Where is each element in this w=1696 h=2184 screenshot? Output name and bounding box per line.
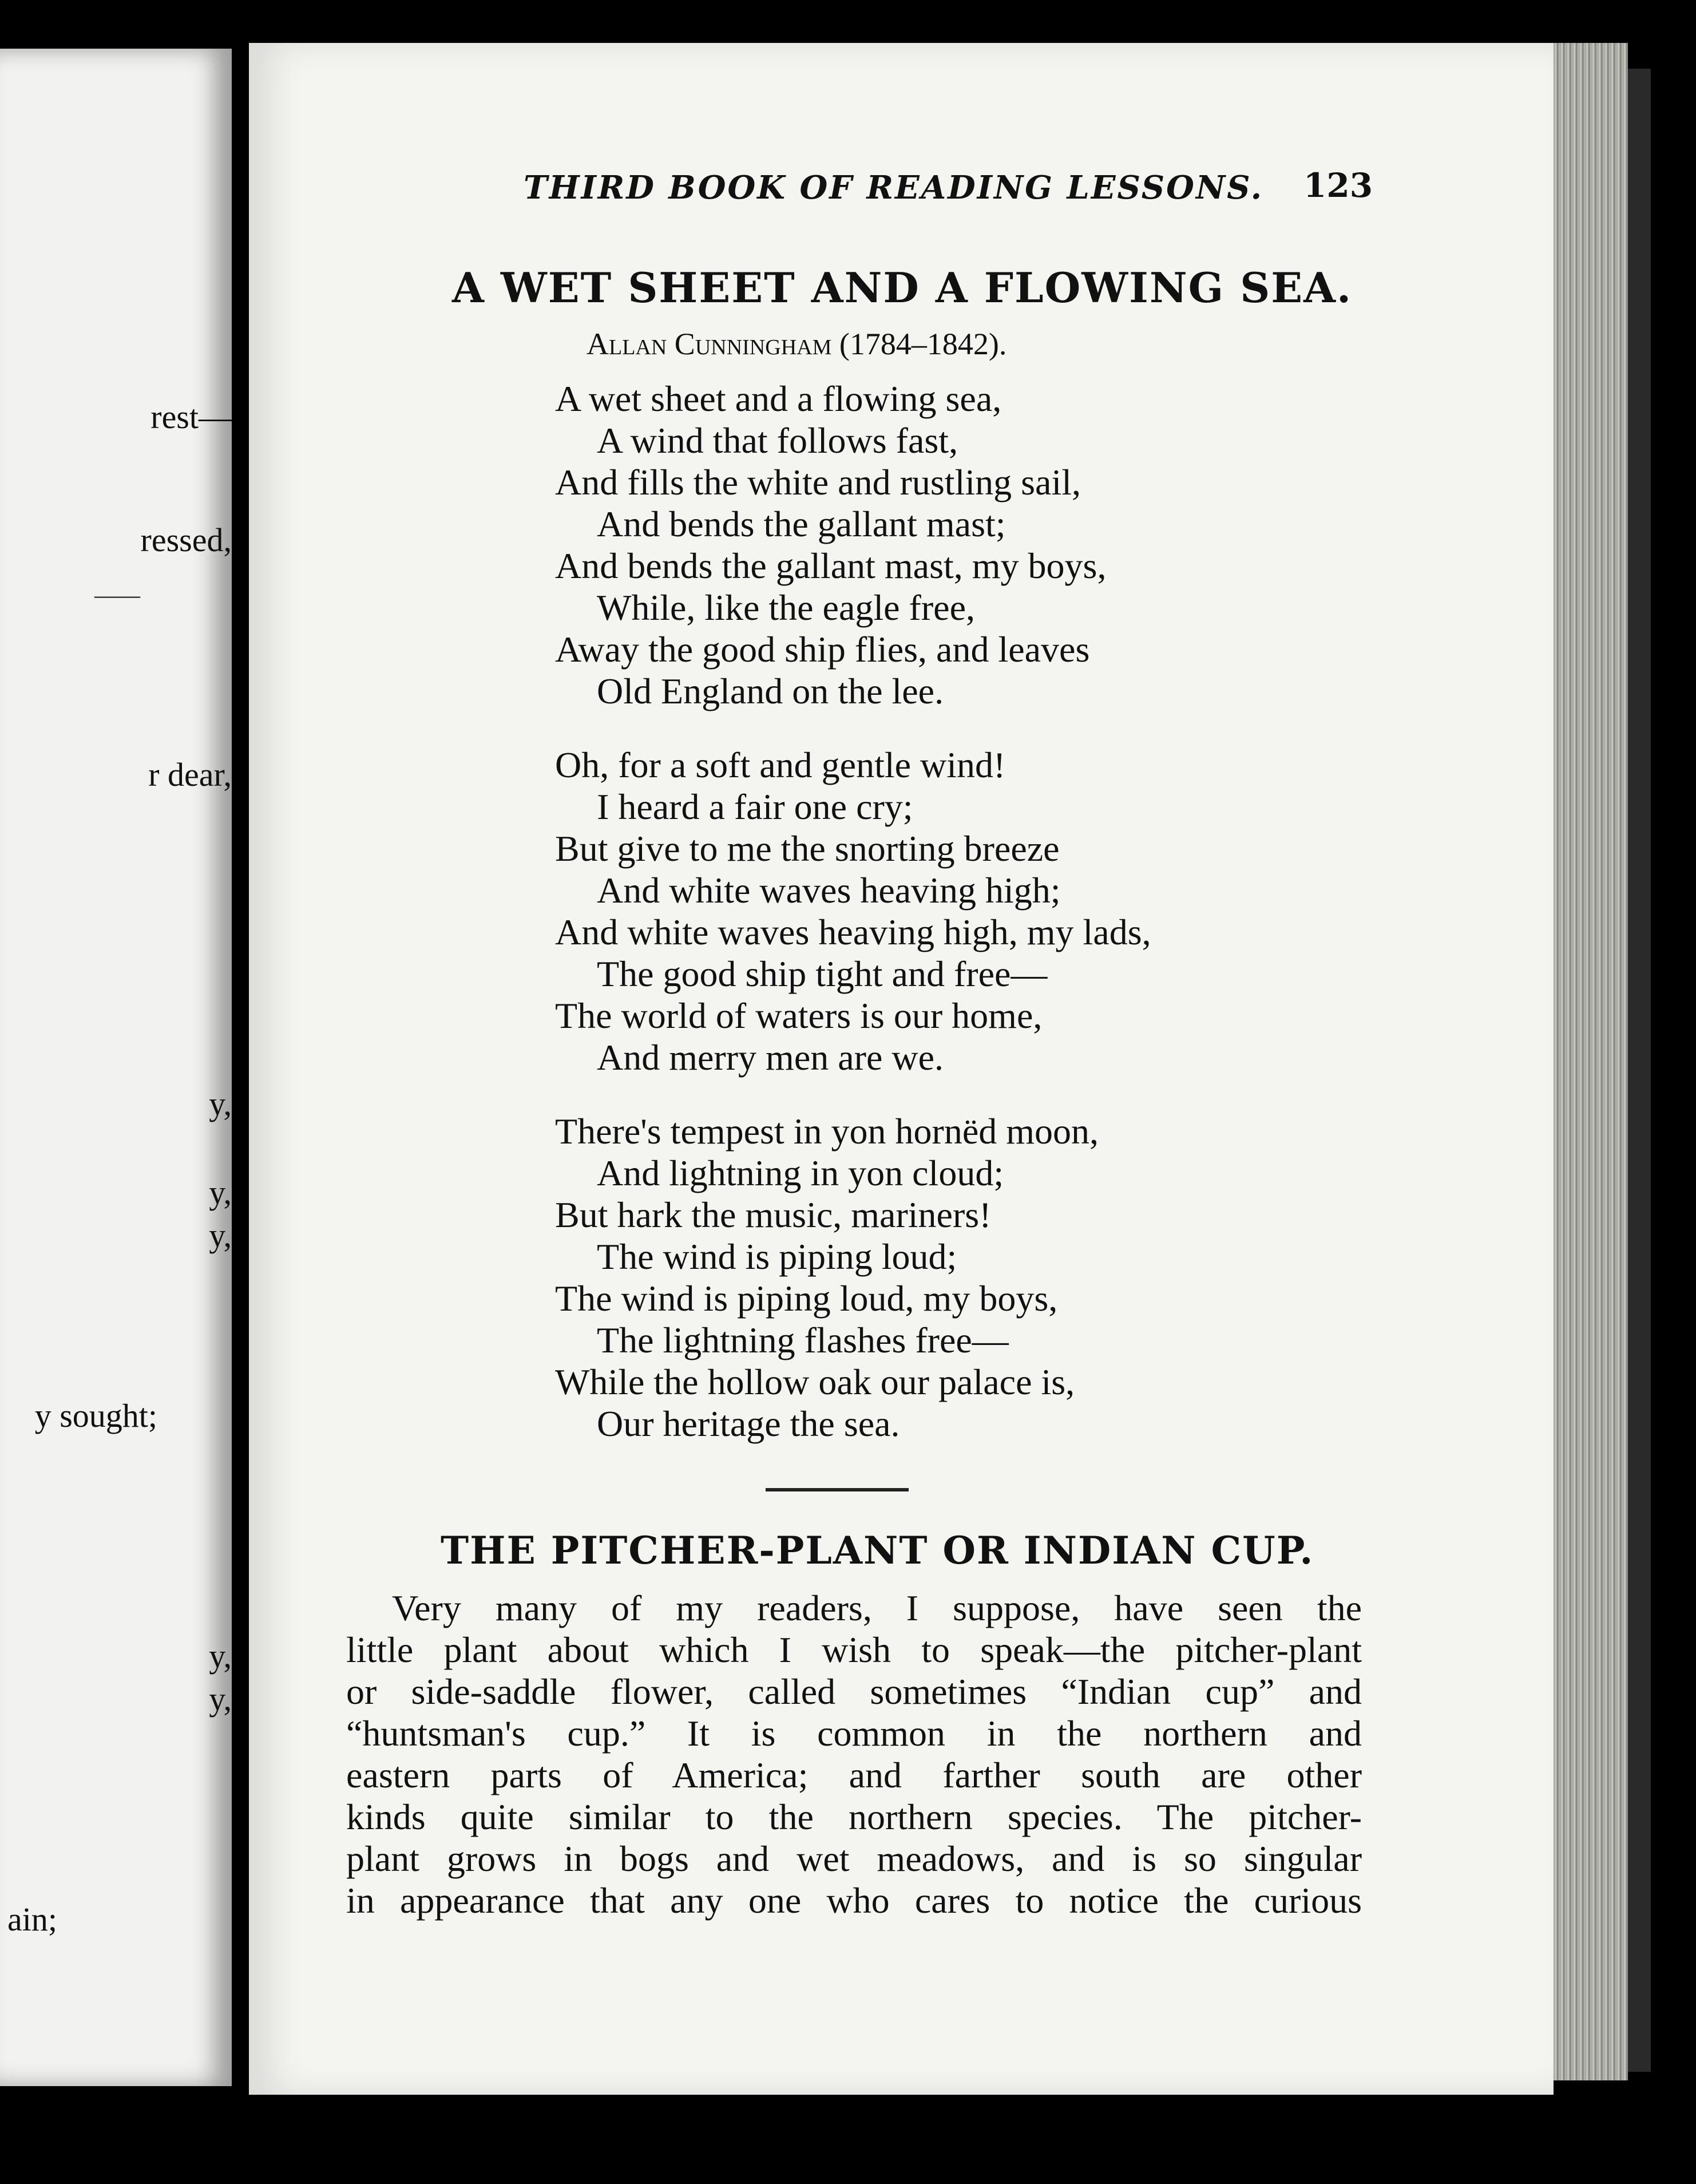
prose-line: plant grows in bogs and wet meadows, and is so singular <box>346 1838 1362 1879</box>
page-edges <box>1554 43 1628 2080</box>
poem-line: The wind is piping loud, my boys, <box>555 1278 1058 1319</box>
prose-line: Very many of my readers, I suppose, have seen the <box>392 1588 1362 1628</box>
poem-line: While the hollow oak our palace is, <box>555 1362 1075 1402</box>
poem-line: The good ship tight and free— <box>597 953 1048 994</box>
facing-page-fragment: —— <box>94 582 140 608</box>
facing-page-fragment: rest— <box>150 398 232 436</box>
facing-page-fragment: r dear, <box>148 756 232 793</box>
poem-line: And white waves heaving high, my lads, <box>555 912 1151 952</box>
author-dates: (1784–1842). <box>839 327 1007 361</box>
facing-page-fragment: y sought; <box>34 1397 157 1434</box>
prose-line: or side-saddle flower, called sometimes “Indian cup” and <box>346 1671 1362 1712</box>
poem-line: The lightning flashes free— <box>597 1320 1009 1360</box>
facing-page-fragment: y, <box>209 1085 232 1122</box>
poem-line: Oh, for a soft and gentle wind! <box>555 745 1006 785</box>
poem-line: A wind that follows fast, <box>597 420 958 461</box>
poem-line: A wet sheet and a flowing sea, <box>555 378 1002 419</box>
facing-page-fragment: y, <box>209 1637 232 1675</box>
poem-line: The world of waters is our home, <box>555 995 1043 1036</box>
poem-line: There's tempest in yon hornëd moon, <box>555 1111 1099 1152</box>
essay-title: THE PITCHER-PLANT OR INDIAN CUP. <box>441 1528 1314 1573</box>
author-name: Allan Cunningham <box>587 327 832 361</box>
poem-line: I heard a fair one cry; <box>597 786 913 827</box>
poem-author <box>587 326 1006 362</box>
facing-page <box>0 49 232 2086</box>
page-number: 123 <box>1303 166 1373 205</box>
poem-title: A WET SHEET AND A FLOWING SEA. <box>452 263 1353 312</box>
page-edge-shadow <box>1628 69 1651 2072</box>
facing-page-fragment: ain; <box>7 1901 57 1938</box>
poem-line: But give to me the snorting breeze <box>555 828 1060 869</box>
poem-line: But hark the music, mariners! <box>555 1194 992 1235</box>
facing-page-fragment: y, <box>209 1217 232 1254</box>
poem-line: While, like the eagle free, <box>597 587 975 628</box>
facing-page-fragment: y, <box>209 1174 232 1211</box>
poem-line: And fills the white and rustling sail, <box>555 462 1081 503</box>
facing-page-fragment: ressed, <box>140 521 232 559</box>
poem-line: And bends the gallant mast, my boys, <box>555 545 1107 586</box>
prose-line: little plant about which I wish to speak—the pitcher-plant <box>346 1629 1362 1670</box>
facing-page-fragment: y, <box>209 1680 232 1718</box>
poem-line: And lightning in yon cloud; <box>597 1153 1004 1193</box>
prose-line: “huntsman's cup.” It is common in the northern and <box>346 1713 1362 1754</box>
poem-line: And white waves heaving high; <box>597 870 1061 911</box>
section-divider <box>766 1488 909 1491</box>
running-head: THIRD BOOK OF READING LESSONS. <box>524 169 1264 207</box>
poem-line: And bends the gallant mast; <box>597 504 1006 544</box>
poem-line: The wind is piping loud; <box>597 1236 957 1277</box>
prose-line: kinds quite similar to the northern species. The pitcher- <box>346 1797 1362 1837</box>
prose-line: in appearance that any one who cares to notice the curious <box>346 1880 1362 1921</box>
poem-line: Away the good ship flies, and leaves <box>555 629 1090 670</box>
poem-line: Our heritage the sea. <box>597 1403 900 1444</box>
book-spine <box>232 34 249 2106</box>
prose-line: eastern parts of America; and farther south are other <box>346 1755 1362 1795</box>
poem-line: And merry men are we. <box>597 1037 944 1078</box>
poem-line: Old England on the lee. <box>597 671 944 711</box>
